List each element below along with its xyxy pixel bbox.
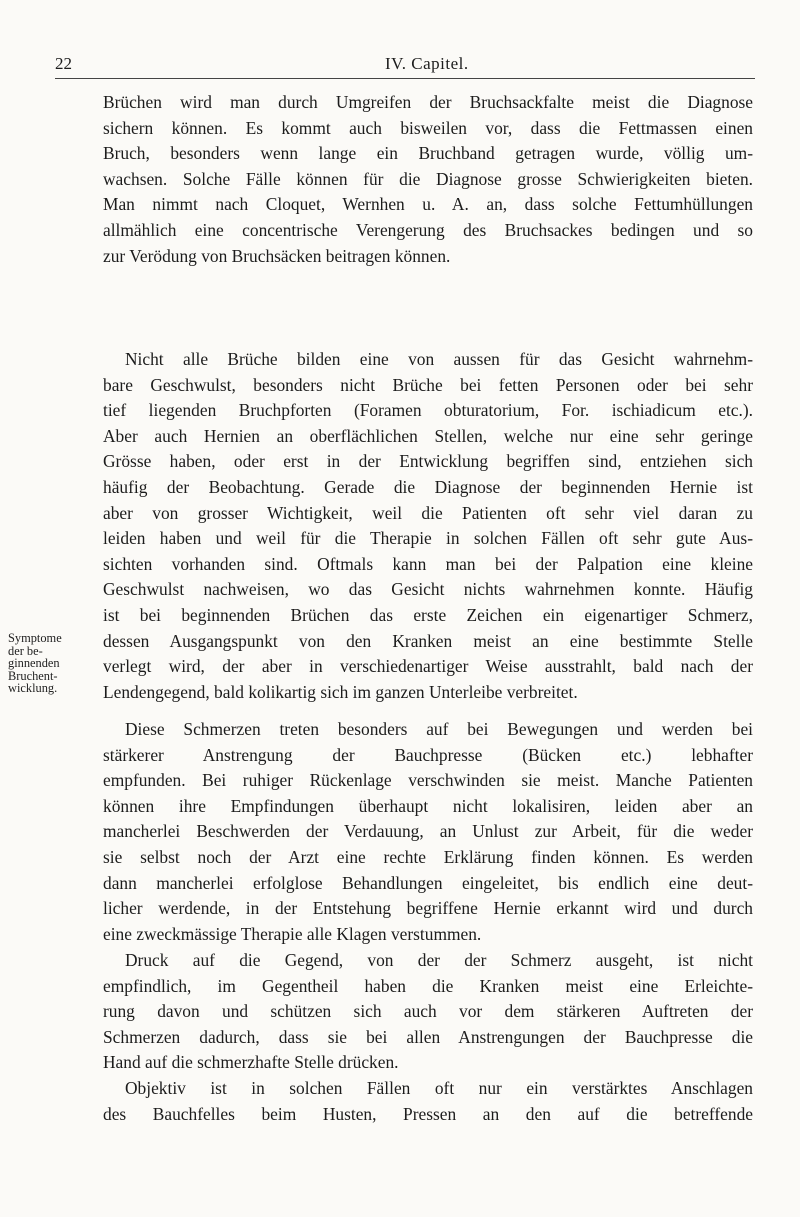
paragraph-2 [103,347,753,705]
text-line: zur Verödung von Bruchsäcken beitragen können. [103,245,451,266]
margin-note-line: Symptome [8,631,62,645]
text-line: verlegt wird, der aber in verschiedenartiger Weise ausstrahlt, bald nach der [103,656,753,677]
text-line: tief liegenden Bruchpforten (Foramen obturatorium, For. ischiadicum etc.). [103,400,753,421]
text-line: Hand auf die schmerzhafte Stelle drücken. [103,1052,399,1073]
text-line: stärkerer Anstrengung der Bauchpresse (Bücken etc.) lebhafter [103,744,753,765]
text-line: wachsen. Solche Fälle können für die Diagnose grosse Schwierigkeiten bieten. [103,168,753,189]
running-header [55,50,755,79]
text-line: sichten vorhanden sind. Oftmals kann man bei der Palpation eine kleine [103,553,753,574]
text-line: dessen Ausgangspunkt von den Kranken meist an eine bestimmte Stelle [103,630,753,651]
text-line: dann mancherlei erfolglose Behandlungen eingeleitet, bis endlich eine deut- [103,872,753,893]
page-number: 22 [55,54,72,73]
text-line: leiden haben und weil für die Therapie in solchen Fällen oft sehr gute Aus- [103,528,753,549]
text-line: licher werdende, in der Entstehung begriffene Hernie erkannt wird und durch [103,898,753,919]
text-line: empfunden. Bei ruhiger Rückenlage verschwinden sie meist. Manche Patienten [103,770,753,791]
margin-note-line: ginnenden [8,656,60,670]
text-line: ist bei beginnenden Brüchen das erste Zeichen ein eigenartiger Schmerz, [103,604,753,625]
paragraph-3 [103,717,753,947]
text-line: Schmerzen dadurch, dass sie bei allen Anstrengungen der Bauchpresse die [103,1026,753,1047]
margin-note [8,632,90,695]
text-line: mancherlei Beschwerden der Verdauung, an Unlust zur Arbeit, für die weder [103,821,753,842]
text-line: aber von grosser Wichtigkeit, weil die Patienten oft sehr viel daran zu [103,502,753,523]
text-line: Druck auf die Gegend, von der der Schmerz ausgeht, ist nicht [125,950,753,970]
text-line: Lendengegend, bald kolikartig sich im ganzen Unterleibe verbreitet. [103,681,578,702]
margin-note-line: Bruchent- [8,668,58,683]
text-line: empfindlich, im Gegentheil haben die Kranken meist eine Erleichte- [103,975,753,996]
margin-note-line: wicklung. [8,681,58,695]
text-line: Nicht alle Brüche bilden eine von aussen für das Gesicht wahrnehm- [125,349,753,369]
text-line: Geschwulst nachweisen, wo das Gesicht nichts wahrnehmen konnte. Häufig [103,579,753,600]
paragraph-4 [103,948,753,1076]
text-line: des Bauchfelles beim Husten, Pressen an den auf die betreffende [103,1103,753,1124]
text-line: Brüchen wird man durch Umgreifen der Bruchsackfalte meist die Diagnose [103,92,753,112]
text-line: Objektiv ist in solchen Fällen oft nur ein verstärktes Anschlagen [125,1078,753,1098]
text-line: sie selbst noch der Arzt eine rechte Erklärung finden können. Es werden [103,846,753,867]
text-line: Grösse haben, oder erst in der Entwicklung begriffen sind, entziehen sich [103,451,753,472]
text-line: eine zweckmässige Therapie alle Klagen verstummen. [103,923,482,944]
text-line: Bruch, besonders wenn lange ein Bruchband getragen wurde, völlig um- [103,143,753,164]
text-line: sichern können. Es kommt auch bisweilen vor, dass die Fettmassen einen [103,117,753,138]
text-line: Man nimmt nach Cloquet, Wernhen u. A. an, dass solche Fettumhüllungen [103,194,753,215]
text-line: rung davon und schützen sich auch vor dem stärkeren Auftreten der [103,1001,753,1022]
paragraph-5 [103,1076,753,1127]
margin-note-line: der be- [8,643,43,658]
paragraph-1 [103,90,753,269]
text-line: bare Geschwulst, besonders nicht Brüche bei fetten Personen oder bei sehr [103,374,753,395]
text-line: allmählich eine concentrische Verengerung des Bruchsackes bedingen und so [103,219,753,240]
text-line: häufig der Beobachtung. Gerade die Diagnose der beginnenden Hernie ist [103,476,753,497]
text-line: können ihre Empfindungen überhaupt nicht lokalisiren, leiden aber an [103,795,753,816]
chapter-heading: IV. Capitel. [385,54,469,73]
text-line: Aber auch Hernien an oberflächlichen Stellen, welche nur eine sehr geringe [103,425,753,446]
text-line: Diese Schmerzen treten besonders auf bei Bewegungen und werden bei [125,719,753,739]
